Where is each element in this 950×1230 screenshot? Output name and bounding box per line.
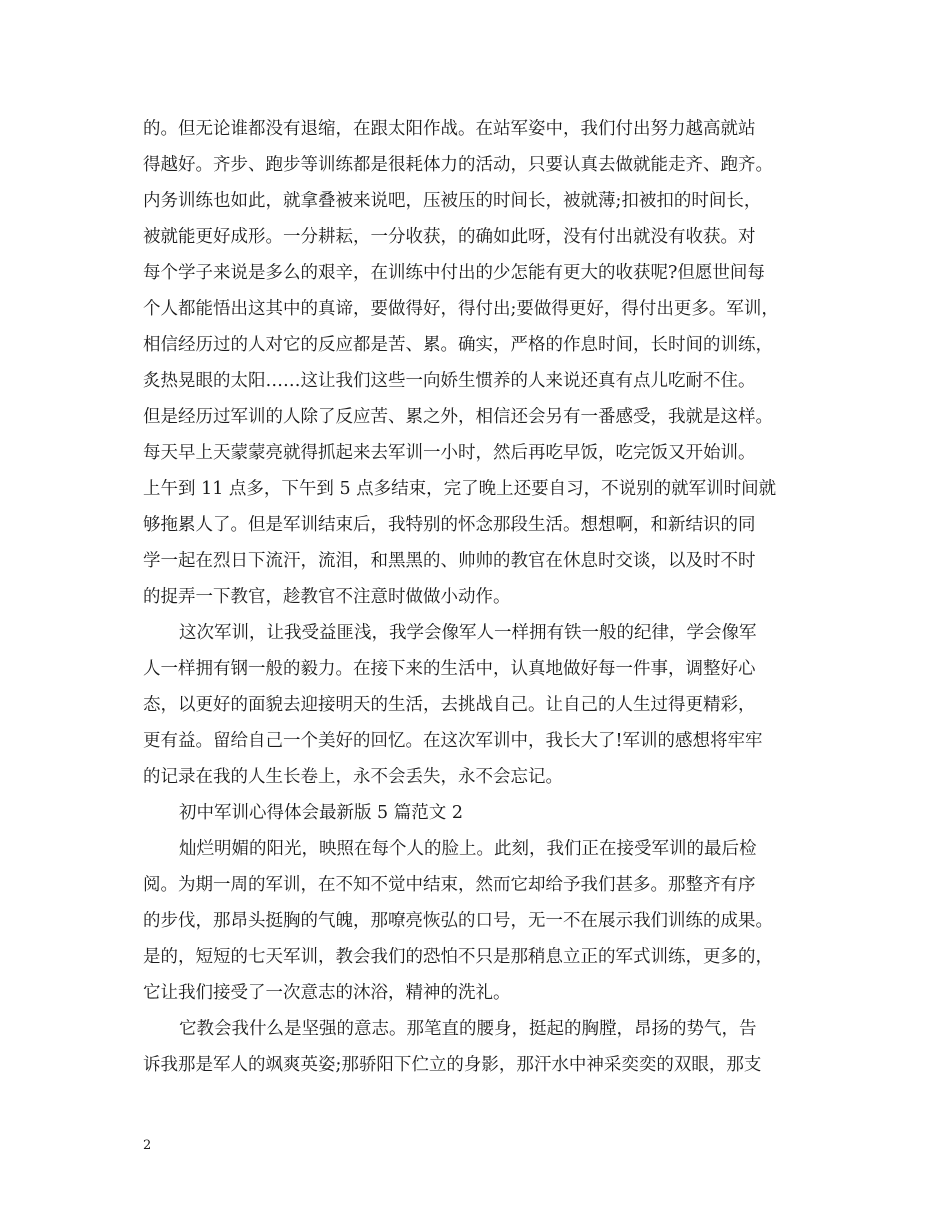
text-line: 炙热晃眼的太阳……这让我们这些一向娇生惯养的人来说还真有点儿吃耐不住。	[143, 371, 756, 391]
text-line: 人一样拥有钢一般的毅力。在接下来的生活中，认真地做好每一件事，调整好心	[143, 659, 756, 679]
text-line: 内务训练也如此，就拿叠被来说吧，压被压的时间长，被就薄;扣被扣的时间长，	[143, 191, 762, 211]
text-line: 每天早上天蒙蒙亮就得抓起来去军训一小时，然后再吃早饭，吃完饭又开始训。	[143, 443, 756, 463]
text-line: 态，以更好的面貌去迎接明天的生活，去挑战自己。让自己的人生过得更精彩，	[143, 695, 756, 715]
paragraph-first-line: 这次军训，让我受益匪浅，我学会像军人一样拥有铁一般的纪律，学会像军	[179, 623, 757, 643]
section-heading: 初中军训心得体会最新版 5 篇范文 2	[179, 803, 463, 823]
text-line: 相信经历过的人对它的反应都是苦、累。确实，严格的作息时间，长时间的训练，	[143, 335, 773, 355]
text-line: 得越好。齐步、跑步等训练都是很耗体力的活动，只要认真去做就能走齐、跑齐。	[143, 155, 773, 175]
text-line: 诉我那是军人的飒爽英姿;那骄阳下伫立的身影，那汗水中神采奕奕的双眼，那支	[143, 1055, 762, 1075]
text-line: 的记录在我的人生长卷上，永不会丢失，永不会忘记。	[143, 767, 563, 787]
text-line: 的捉弄一下教官，趁教官不注意时做做小动作。	[143, 587, 511, 607]
text-line: 更有益。留给自己一个美好的回忆。在这次军训中，我长大了!军训的感想将牢牢	[143, 731, 763, 751]
paragraph-first-line: 灿烂明媚的阳光，映照在每个人的脸上。此刻，我们正在接受军训的最后检	[179, 839, 757, 859]
text-line: 上午到 11 点多，下午到 5 点多结束，完了晚上还要自习，不说别的就军训时间就	[143, 479, 777, 499]
text-line: 够拖累人了。但是军训结束后，我特别的怀念那段生活。想想啊，和新结识的同	[143, 515, 756, 535]
text-line: 它让我们接受了一次意志的沐浴，精神的洗礼。	[143, 983, 511, 1003]
text-line: 被就能更好成形。一分耕耘，一分收获，的确如此呀，没有付出就没有收获。对	[143, 227, 756, 247]
page-number: 2	[143, 1138, 152, 1153]
text-line: 学一起在烈日下流汗，流泪，和黑黑的、帅帅的教官在休息时交谈，以及时不时	[143, 551, 756, 571]
text-line: 每个学子来说是多么的艰辛，在训练中付出的少怎能有更大的收获呢?但愿世间每	[143, 263, 765, 283]
text-line: 的步伐，那昂头挺胸的气魄，那嘹亮恢弘的口号，无一不在展示我们训练的成果。	[143, 911, 773, 931]
text-line: 但是经历过军训的人除了反应苦、累之外，相信还会另有一番感受，我就是这样。	[143, 407, 773, 427]
text-line: 是的，短短的七天军训，教会我们的恐怕不只是那稍息立正的军式训练，更多的，	[143, 947, 773, 967]
text-line: 个人都能悟出这其中的真谛，要做得好，得付出;要做得更好，得付出更多。军训，	[143, 299, 779, 319]
text-line: 阅。为期一周的军训，在不知不觉中结束，然而它却给予我们甚多。那整齐有序	[143, 875, 756, 895]
text-line: 的。但无论谁都没有退缩，在跟太阳作战。在站军姿中，我们付出努力越高就站	[143, 119, 756, 139]
paragraph-first-line: 它教会我什么是坚强的意志。那笔直的腰身，挺起的胸膛，昂扬的势气，告	[179, 1019, 757, 1039]
